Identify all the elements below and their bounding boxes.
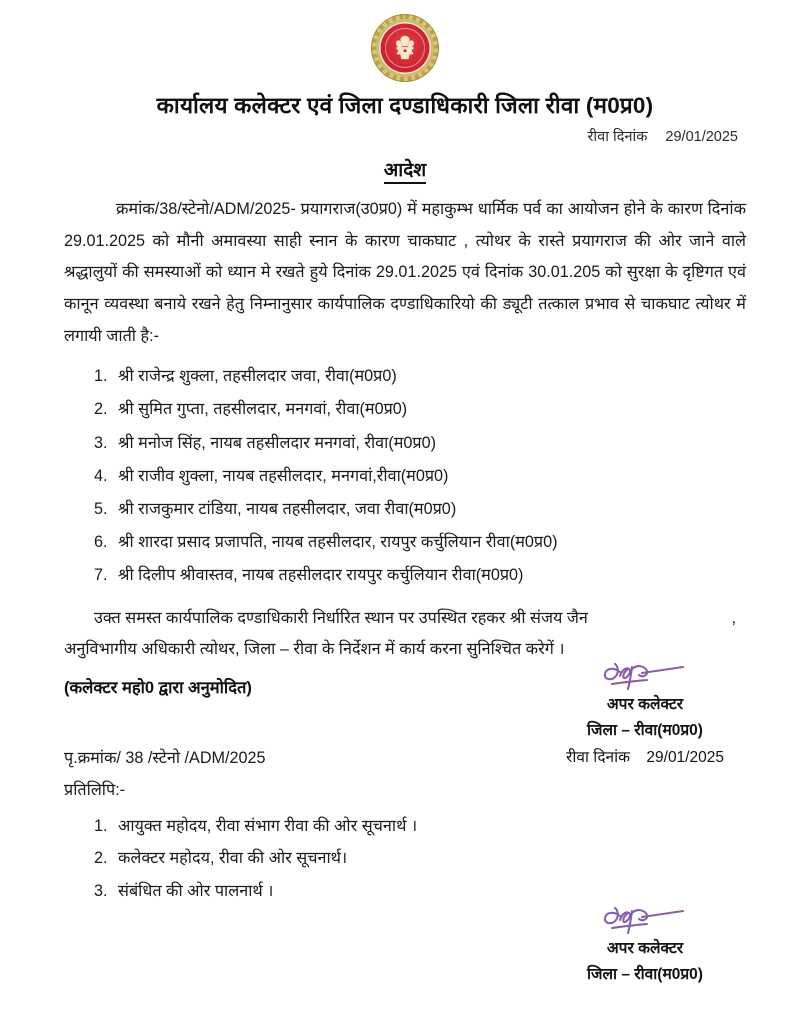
signature-block-upper	[520, 658, 770, 771]
list-item: 7. श्री दिलीप श्रीवास्तव, नायब तहसीलदार रायपुर कर्चुलियान रीवा(म0प्र0)	[112, 559, 746, 592]
list-item: 4. श्री राजीव शुक्ला, नायब तहसीलदार, मनगवां,रीवा(म0प्र0)	[112, 460, 746, 493]
signatory-designation: अपर कलेक्टर	[606, 696, 684, 713]
header-date	[0, 126, 810, 146]
handwritten-signature-icon	[520, 902, 770, 936]
list-item: 1. श्री राजेन्द्र शुक्ला, तहसीलदार जवा, रीवा(म0प्र0)	[112, 360, 746, 393]
closing-line-1: उक्त समस्त कार्यपालिक दण्डाधिकारी निर्धारित स्थान पर उपस्थित रहकर श्री संजय जैन	[94, 608, 588, 627]
list-item: 2. श्री सुमित गुप्ता, तहसीलदार, मनगवां, रीवा(म0प्र0)	[112, 393, 746, 426]
signature-stroke	[590, 902, 700, 936]
closing-trailing-comma: ,	[731, 608, 736, 627]
footer-section	[64, 744, 494, 907]
seal-disc	[379, 22, 431, 74]
order-heading	[0, 156, 810, 182]
signature-date	[520, 745, 770, 771]
copy-to-label: प्रतिलिपि:-	[64, 780, 126, 799]
signature-stroke	[590, 658, 700, 692]
order-heading-text: आदेश	[384, 160, 426, 184]
list-item: 3. संबंधित की ओर पालनार्थ ।	[112, 875, 494, 907]
emblem-container	[0, 0, 810, 82]
signature-block-lower	[520, 902, 770, 987]
list-item: 5. श्री राजकुमार टांडिया, नायब तहसीलदार, जवा रीवा(म0प्र0)	[112, 493, 746, 526]
reference-number: पृ.क्रमांक/ 38 /स्टेनो /ADM/2025	[64, 749, 266, 767]
body-paragraph: क्रमांक/38/स्टेनो/ADM/2025- प्रयागराज(उ0प्र0) में महाकुम्भ धार्मिक पर्व का आयोजन होने के कारण दिनांक 29.01.2025 को मौनी अमावस्या साही स्नान के कारण चाकघाट , त्योथर के रास्ते प्रयागराज की ओर जाने वाले श्रद्धालुयों की समस्याओं को ध्यान मे रखते हुये दिनांक 29.01.2025 एवं दिनांक 30.01.205 को सुरक्षा के दृष्टिगत एवं कानून व्यवस्था बनाये रखने हेतु निम्नानुसार कार्यपालिक दण्डाधिकारियो की ड्यूटी तत्काल प्रभाव से चाकघाट त्योथर में लगायी जाती है:-	[64, 200, 746, 345]
signature-date-label: रीवा दिनांक	[566, 749, 631, 767]
closing-line-2: अनुविभागीय अधिकारी त्योथर, जिला – रीवा के निर्देशन में कार्य करना सुनिश्चित करेगें ।	[64, 640, 565, 659]
approved-by-note: (कलेक्टर महो0 द्वारा अनुमोदित)	[64, 678, 252, 697]
ashoka-lion-capital-icon	[392, 34, 418, 64]
signature-date-value: 29/01/2025	[646, 749, 724, 767]
officer-list	[64, 360, 746, 592]
closing-line-1-row	[64, 603, 746, 635]
page-title: कार्यालय कलेक्टर एवं जिला दण्डाधिकारी जिला रीवा (म0प्र0)	[156, 93, 654, 118]
header-date-value: 29/01/2025	[665, 129, 738, 146]
header-date-label: रीवा दिनांक	[587, 129, 648, 146]
signatory-district: जिला – रीवा(म0प्र0)	[587, 965, 703, 983]
list-item: 1. आयुक्त महोदय, रीवा संभाग रीवा की ओर सूचनार्थ ।	[112, 810, 494, 842]
copy-to-list	[64, 810, 494, 907]
handwritten-signature-icon	[520, 658, 770, 692]
list-item: 2. कलेक्टर महोदय, रीवा की ओर सूचनार्थ।	[112, 842, 494, 874]
signatory-designation: अपर कलेक्टर	[606, 940, 684, 957]
list-item: 6. श्री शारदा प्रसाद प्रजापति, नायब तहसीलदार, रायपुर कर्चुलियान रीवा(म0प्र0)	[112, 526, 746, 559]
body-text	[64, 194, 746, 352]
list-item: 3. श्री मनोज सिंह, नायब तहसीलदार मनगवां, रीवा(म0प्र0)	[112, 427, 746, 460]
government-seal-icon	[371, 14, 439, 82]
signatory-district: जिला – रीवा(म0प्र0)	[587, 721, 703, 739]
